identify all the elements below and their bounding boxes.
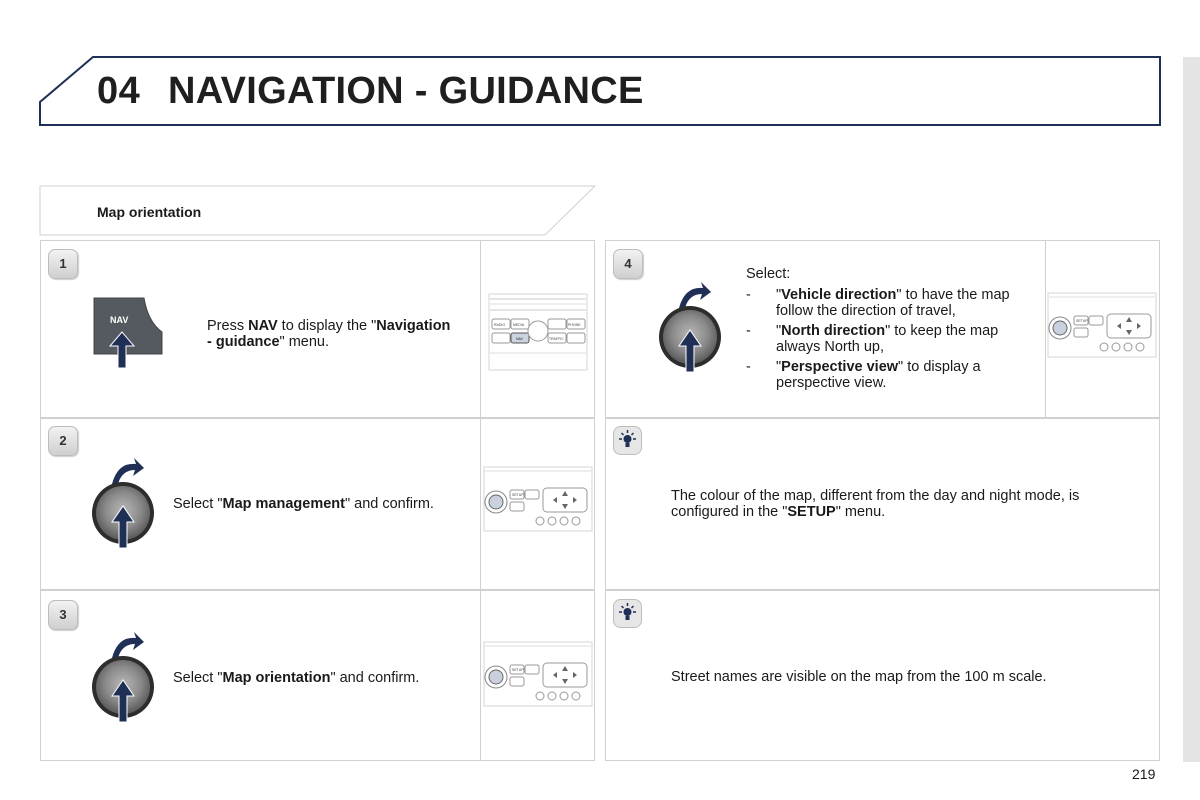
text-run: " menu. — [279, 334, 329, 350]
radio-panel-illustration — [483, 466, 593, 532]
text-bold: Navigation - guidance — [207, 318, 451, 350]
text-run: The colour of the map, different from the day and night mode, is configured in the " — [671, 488, 1080, 520]
rotary-knob-icon — [88, 456, 168, 552]
text-run: " — [776, 287, 782, 303]
text-run: " to display a perspective view. — [776, 359, 981, 391]
text-bold: NAV — [248, 318, 278, 334]
text-run: Select " — [173, 496, 223, 512]
list-dash: - — [746, 359, 751, 375]
panel-divider — [480, 241, 481, 417]
step-4-badge: 4 — [613, 249, 643, 279]
step-3-badge: 3 — [48, 600, 78, 630]
text-run: " menu. — [835, 504, 886, 520]
text-bold: North direction — [781, 323, 886, 339]
step-1-badge: 1 — [48, 249, 78, 279]
setup-key-label: SETUP — [1076, 319, 1088, 323]
section-title: Map orientation — [97, 204, 202, 220]
list-dash: - — [746, 323, 751, 339]
rotary-knob-icon — [88, 630, 168, 726]
step-3-text — [173, 670, 473, 686]
setup-key-label: SETUP — [512, 668, 524, 672]
rotary-knob-icon — [655, 280, 735, 376]
setup-key-label: SETUP — [512, 493, 524, 497]
radio-key-label: RADIO — [494, 323, 506, 327]
text-run: to display the " — [277, 318, 377, 334]
option-perspective-view — [746, 359, 1046, 391]
text-run: " and confirm. — [344, 496, 434, 512]
orientation-options-list — [746, 287, 1046, 395]
lightbulb-icon — [613, 426, 643, 456]
text-run: " — [776, 323, 782, 339]
text-bold: SETUP — [787, 504, 836, 520]
phone-key-label: PHONE — [568, 323, 581, 327]
text-run: Press — [207, 318, 249, 334]
step-4-intro: Select: — [746, 266, 791, 282]
text-run: " to have the map follow the direction of travel, — [776, 287, 1010, 319]
step-2-badge: 2 — [48, 426, 78, 456]
lightbulb-icon — [613, 599, 643, 629]
tip-2-text: Street names are visible on the map from the 100 m scale. — [671, 669, 1047, 685]
option-north-direction — [746, 323, 1046, 355]
text-bold: Map management — [222, 496, 345, 512]
step-1-text — [207, 318, 457, 350]
text-bold: Map orientation — [222, 670, 331, 686]
text-bold: Vehicle direction — [781, 287, 897, 303]
radio-panel-illustration — [483, 641, 593, 707]
text-run: " — [776, 359, 782, 375]
text-run: " to keep the map always North up, — [776, 323, 999, 355]
text-bold: Perspective view — [781, 359, 899, 375]
step-2-text — [173, 496, 473, 512]
option-vehicle-direction — [746, 287, 1046, 319]
nav-button-label: NAV — [110, 315, 129, 325]
page-number: 219 — [1132, 766, 1156, 782]
traffic-key-label: TRAFFIC — [549, 337, 564, 341]
radio-panel-illustration — [1047, 292, 1157, 358]
media-key-label: MEDIA — [513, 323, 525, 327]
text-run: " and confirm. — [330, 670, 420, 686]
radio-panel-illustration — [488, 293, 588, 371]
chapter-number: 04 — [97, 70, 141, 112]
chapter-title: NAVIGATION - GUIDANCE — [168, 70, 644, 112]
text-run: Select " — [173, 670, 223, 686]
nav-key-label: NAV — [516, 337, 523, 341]
panel-divider — [480, 419, 481, 589]
tip-1-text — [671, 488, 1141, 520]
nav-button-icon — [88, 292, 168, 372]
panel-divider — [480, 591, 481, 760]
list-dash: - — [746, 287, 751, 303]
